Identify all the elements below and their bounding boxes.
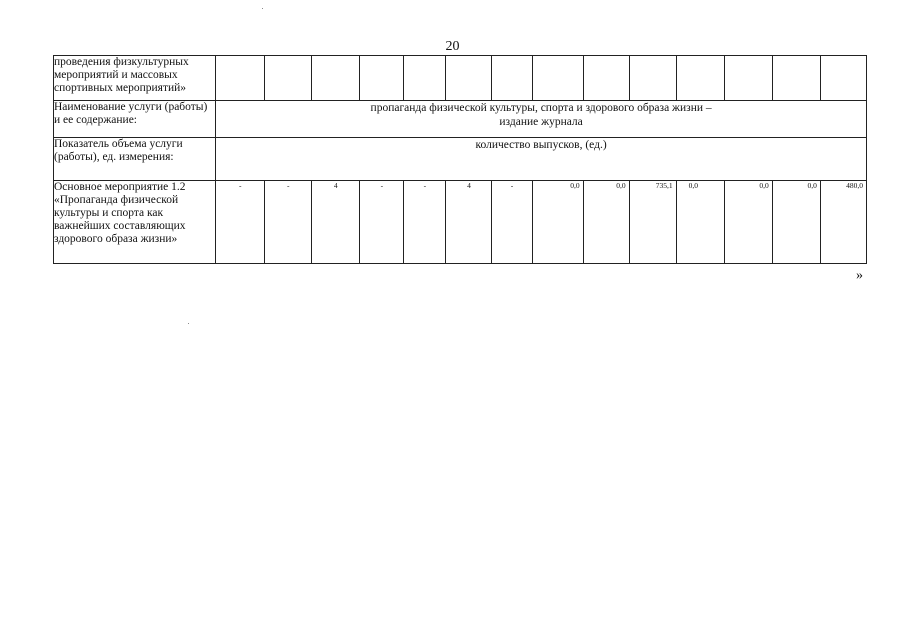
service-name-label: Наименование услуги (работы) и ее содержание: [54, 101, 216, 138]
volume-indicator-label: Показатель объема услуги (работы), ед. измерения: [54, 138, 216, 181]
value-cell: 0,0 [772, 181, 820, 264]
empty-cell [265, 56, 312, 101]
service-name-value [216, 101, 867, 138]
table-row-main-activity [54, 181, 867, 264]
service-name-value-line1: пропаганда физической культуры, спорта и здорового образа жизни – [370, 102, 712, 114]
value-cell: - [404, 181, 446, 264]
value-cell: 4 [312, 181, 360, 264]
value-cell: 735,1 [629, 181, 676, 264]
activity-table [53, 55, 867, 264]
value-cell: 480,0 [820, 181, 866, 264]
empty-cell [404, 56, 446, 101]
empty-cell [629, 56, 676, 101]
empty-cell [820, 56, 866, 101]
value-cell: - [492, 181, 532, 264]
empty-cell [583, 56, 629, 101]
empty-cell [676, 56, 724, 101]
value-cell: 0,0 [724, 181, 772, 264]
service-name-value-line2: издание журнала [499, 116, 583, 128]
value-cell: 4 [446, 181, 492, 264]
empty-cell [532, 56, 583, 101]
table-row-volume-indicator [54, 138, 867, 181]
value-cell: - [265, 181, 312, 264]
scan-speck [188, 323, 189, 324]
table-row-continuation [54, 56, 867, 101]
empty-cell [216, 56, 265, 101]
value-cell: - [360, 181, 404, 264]
empty-cell [312, 56, 360, 101]
empty-cell [360, 56, 404, 101]
closing-quote: » [856, 268, 863, 283]
value-cell: 0,0 [583, 181, 629, 264]
value-cell: - [216, 181, 265, 264]
value-cell: 0,0 [676, 181, 724, 264]
value-cell: 0,0 [532, 181, 583, 264]
volume-indicator-value: количество выпусков, (ед.) [216, 138, 867, 181]
main-activity-label: Основное мероприятие 1.2 «Пропаганда физической культуры и спорта как важнейших составляющих здорового образа жизни» [54, 181, 216, 264]
page-number: 20 [445, 39, 460, 54]
scan-speck [262, 8, 263, 9]
empty-cell [772, 56, 820, 101]
table-row-service-name [54, 101, 867, 138]
empty-cell [446, 56, 492, 101]
empty-cell [492, 56, 532, 101]
empty-cell [724, 56, 772, 101]
continuation-label: проведения физкультурных мероприятий и массовых спортивных мероприятий» [54, 56, 216, 101]
